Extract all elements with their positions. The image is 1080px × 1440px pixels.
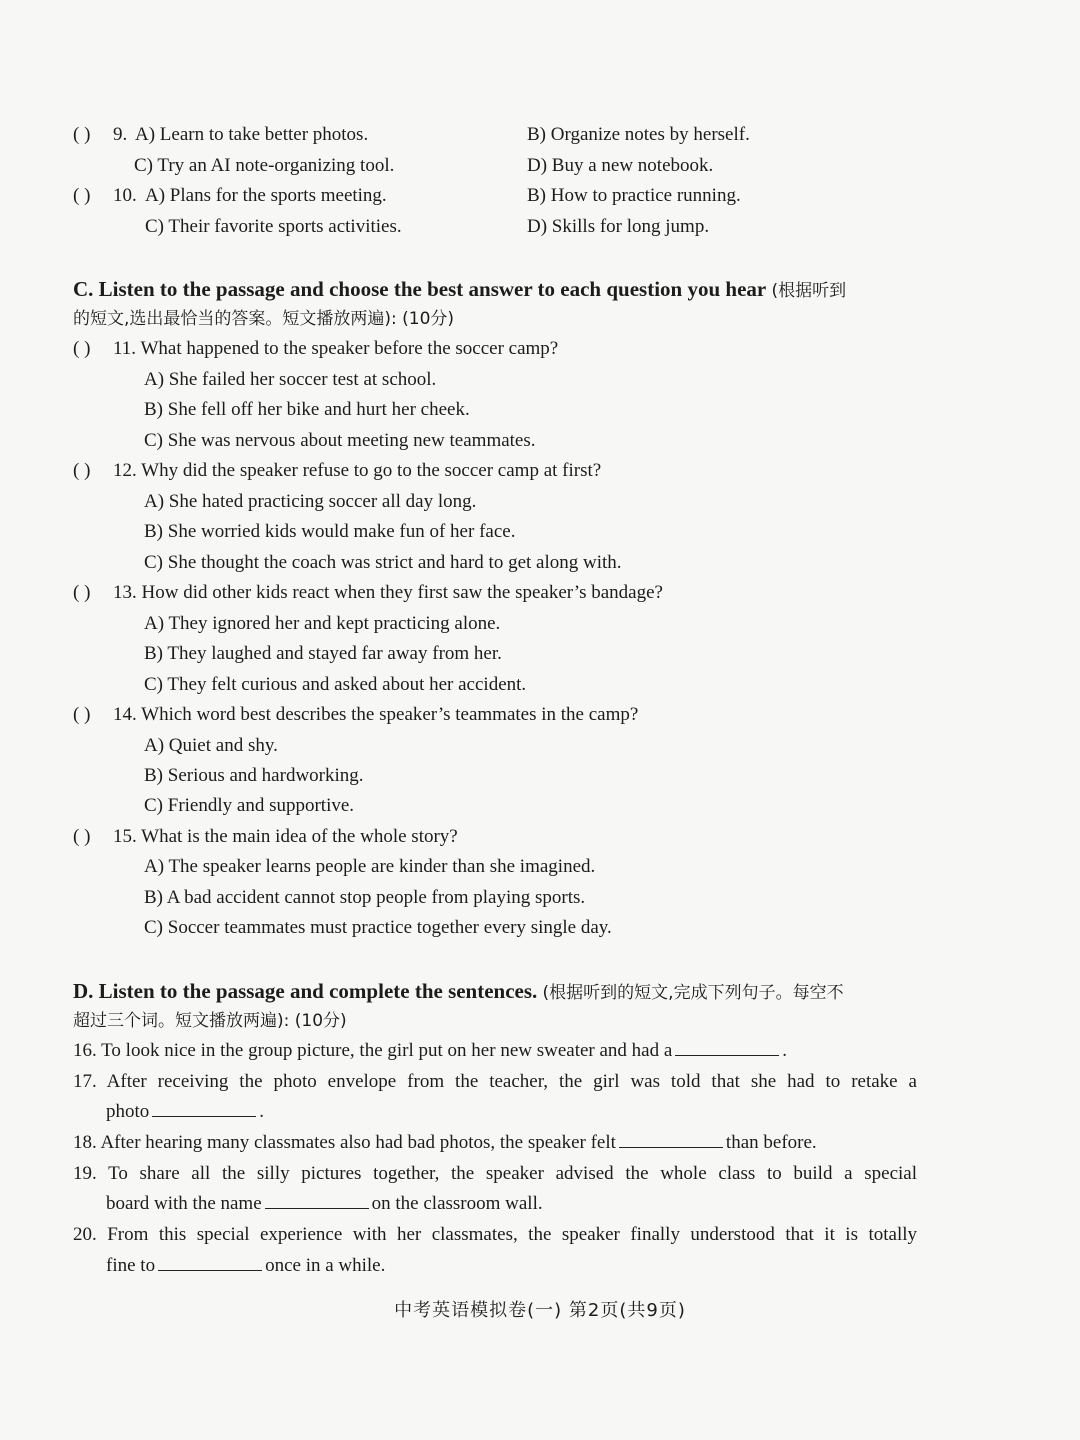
option-a: A) They ignored her and kept practicing alone. xyxy=(144,613,501,634)
answer-blank[interactable] xyxy=(265,1190,369,1209)
section-d-instruction-cont: 超过三个词。短文播放两遍): (10分) xyxy=(73,1011,347,1031)
answer-paren: ( ) xyxy=(73,185,91,206)
option-b: B) They laughed and stayed far away from her. xyxy=(144,643,502,664)
option-c: C) Their favorite sports activities. xyxy=(145,216,402,237)
page-footer: 中考英语模拟卷(一) 第2页(共9页) xyxy=(394,1300,686,1321)
section-d-title: D. Listen to the passage and complete the sentences. xyxy=(73,979,538,1003)
question-text: fine to xyxy=(106,1255,156,1276)
option-a: A) She failed her soccer test at school. xyxy=(144,369,437,390)
question-20-line2 xyxy=(106,1251,385,1281)
answer-paren: ( ) xyxy=(73,460,91,481)
question-17-line2 xyxy=(106,1097,264,1127)
question-text-end: . xyxy=(782,1040,788,1061)
question-text-end: on the classroom wall. xyxy=(371,1193,543,1214)
question-17-line1: 17. After receiving the photo envelope from the teacher, the girl was told that she had to retake a xyxy=(73,1071,917,1092)
question-number: 9. xyxy=(113,124,128,145)
answer-blank[interactable] xyxy=(158,1252,262,1271)
answer-blank[interactable] xyxy=(619,1129,723,1148)
question-text: photo xyxy=(106,1101,150,1122)
answer-paren: ( ) xyxy=(73,124,91,145)
option-c: C) Friendly and supportive. xyxy=(144,795,355,816)
option-c: C) Try an AI note-organizing tool. xyxy=(134,155,395,176)
option-a: A) Quiet and shy. xyxy=(144,735,278,756)
option-b: B) Organize notes by herself. xyxy=(527,124,750,145)
section-c-heading xyxy=(73,274,846,306)
question-text-end: than before. xyxy=(725,1132,817,1153)
answer-paren: ( ) xyxy=(73,338,91,359)
answer-paren: ( ) xyxy=(73,826,91,847)
option-d: D) Buy a new notebook. xyxy=(527,155,714,176)
question-text-end: . xyxy=(259,1101,265,1122)
option-a: A) She hated practicing soccer all day long. xyxy=(144,491,477,512)
option-a: A) Plans for the sports meeting. xyxy=(145,185,387,206)
option-b: B) A bad accident cannot stop people from playing sports. xyxy=(144,887,586,908)
question-18 xyxy=(73,1128,817,1158)
option-b: B) She fell off her bike and hurt her cheek. xyxy=(144,399,470,420)
question-16 xyxy=(73,1036,787,1066)
answer-blank[interactable] xyxy=(152,1098,256,1117)
option-b: B) How to practice running. xyxy=(527,185,741,206)
question-text: 13. How did other kids react when they first saw the speaker’s bandage? xyxy=(113,582,663,603)
question-text: 11. What happened to the speaker before the soccer camp? xyxy=(113,338,559,359)
section-d-heading xyxy=(73,976,844,1008)
question-text: board with the name xyxy=(106,1193,262,1214)
option-a: A) The speaker learns people are kinder than she imagined. xyxy=(144,856,596,877)
option-c: C) She was nervous about meeting new teammates. xyxy=(144,430,536,451)
question-19-line2 xyxy=(106,1189,543,1219)
question-19-line1: 19. To share all the silly pictures together, the speaker advised the whole class to build a special xyxy=(73,1163,917,1184)
option-c: C) She thought the coach was strict and hard to get along with. xyxy=(144,552,622,573)
answer-paren: ( ) xyxy=(73,704,91,725)
question-text-end: once in a while. xyxy=(265,1255,386,1276)
section-c-title: C. Listen to the passage and choose the best answer to each question you hear xyxy=(73,277,767,301)
option-c: C) Soccer teammates must practice together every single day. xyxy=(144,917,612,938)
question-text: 14. Which word best describes the speaker’s teammates in the camp? xyxy=(113,704,639,725)
answer-blank[interactable] xyxy=(675,1037,779,1056)
answer-paren: ( ) xyxy=(73,582,91,603)
question-text: 12. Why did the speaker refuse to go to the soccer camp at first? xyxy=(113,460,602,481)
option-b: B) She worried kids would make fun of her face. xyxy=(144,521,516,542)
section-c-instruction: (根据听到 xyxy=(771,281,847,301)
section-c-instruction-cont: 的短文,选出最恰当的答案。短文播放两遍): (10分) xyxy=(73,309,455,329)
question-20-line1: 20. From this special experience with her classmates, the speaker finally understood that it is totally xyxy=(73,1224,917,1245)
section-d-instruction: (根据听到的短文,完成下列句子。每空不 xyxy=(542,983,844,1003)
option-b: B) Serious and hardworking. xyxy=(144,765,364,786)
option-c: C) They felt curious and asked about her accident. xyxy=(144,674,527,695)
question-text: 18. After hearing many classmates also had bad photos, the speaker felt xyxy=(73,1132,616,1153)
question-text: 15. What is the main idea of the whole story? xyxy=(113,826,458,847)
option-a: A) Learn to take better photos. xyxy=(135,124,369,145)
question-number: 10. xyxy=(113,185,137,206)
question-text: 16. To look nice in the group picture, the girl put on her new sweater and had a xyxy=(73,1040,673,1061)
option-d: D) Skills for long jump. xyxy=(527,216,710,237)
